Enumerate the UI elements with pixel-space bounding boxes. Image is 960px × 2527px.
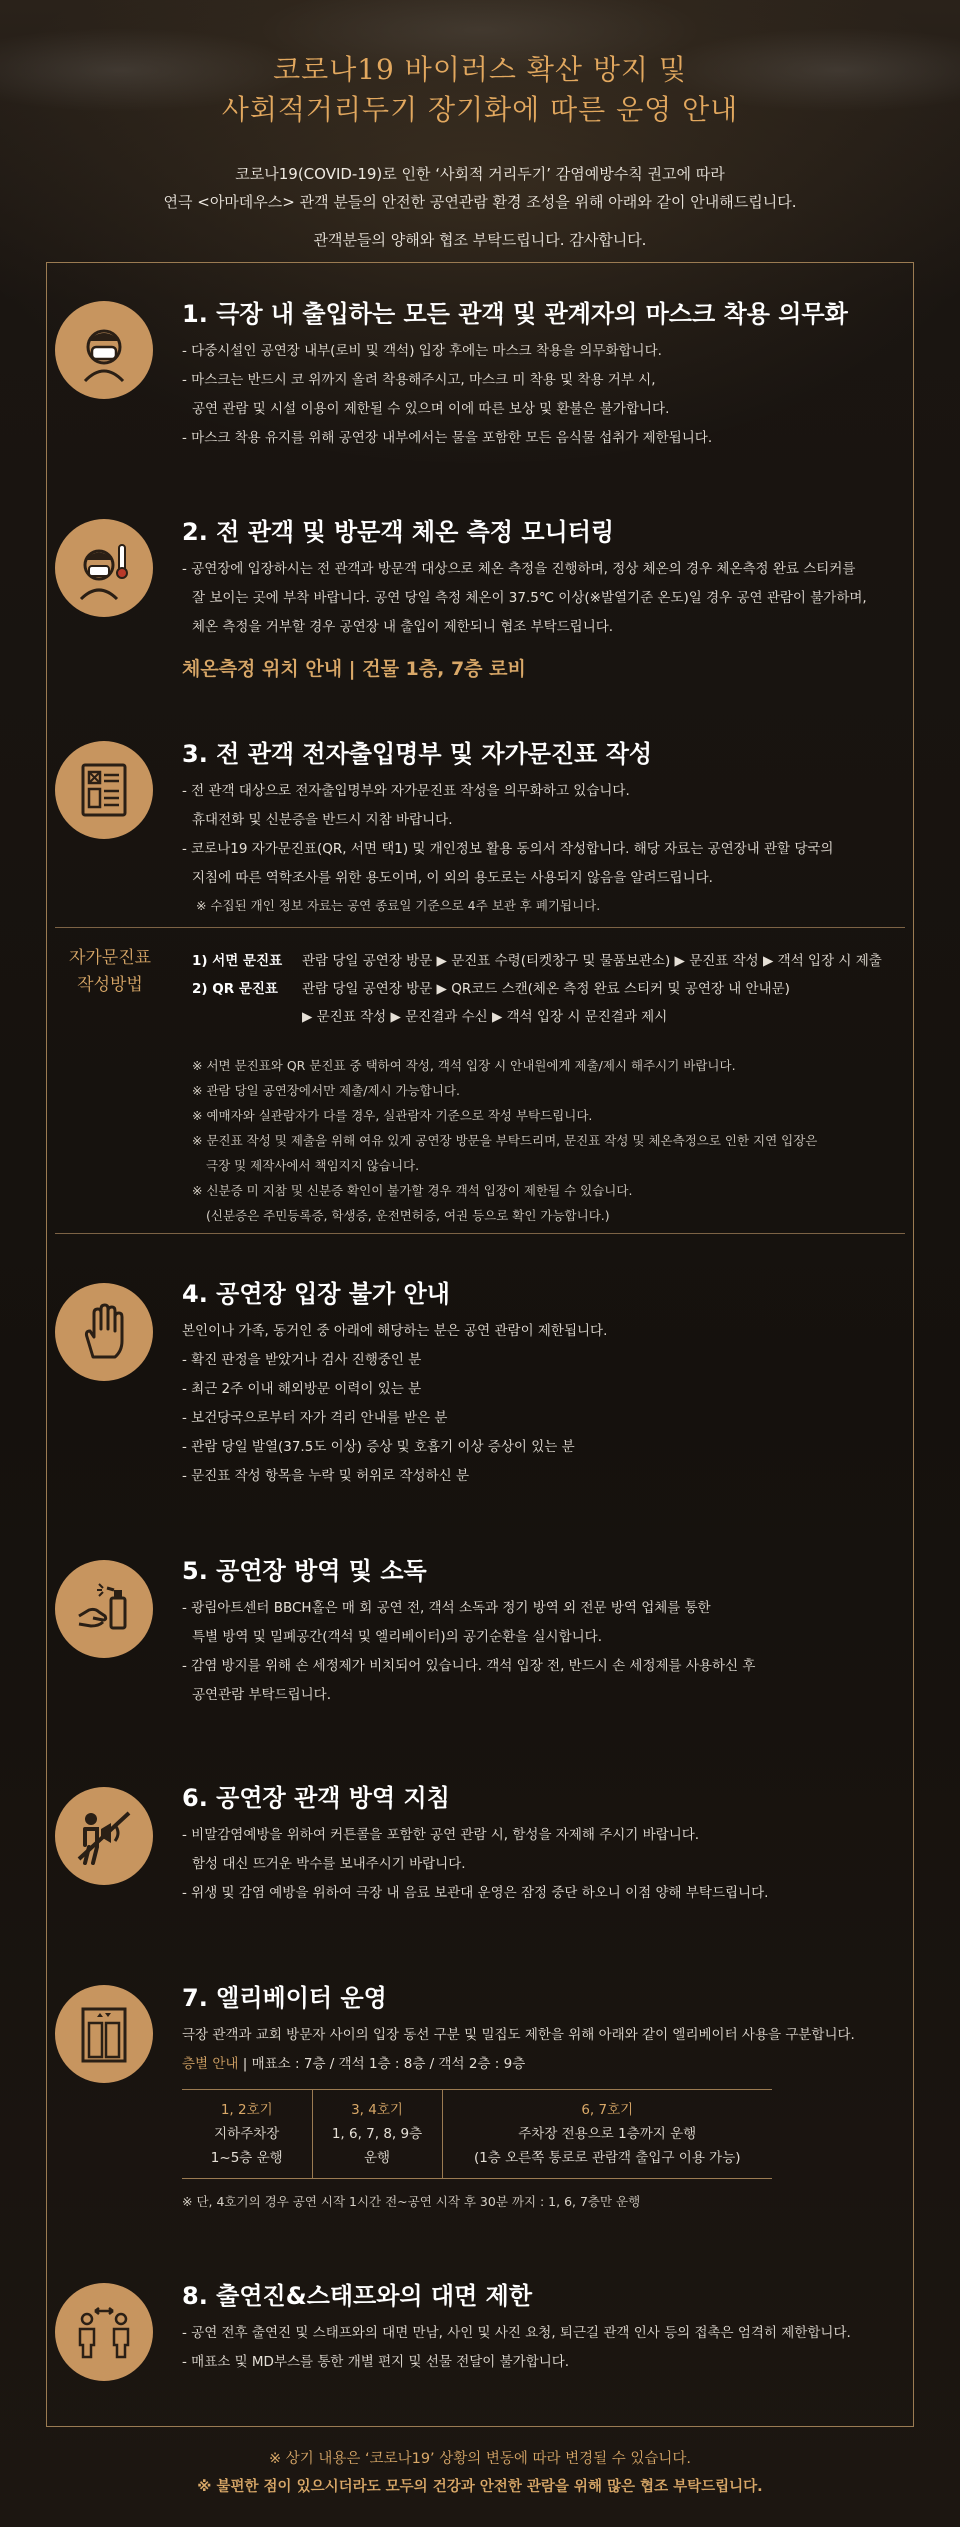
section-registry-body [182,737,905,918]
method-row-label: 1) 서면 문진표 [192,953,283,969]
section-title: 8. 출연진&스태프와의 대면 제한 [182,2282,533,2310]
text-line: - 마스크는 반드시 코 위까지 올려 착용해주시고, 마스크 미 착용 및 착용 거부 시, [182,372,656,388]
section-temperature-body [182,515,905,681]
elevator-icon [55,1985,153,2083]
text-line: - 매표소 및 MD부스를 통한 개별 편지 및 선물 전달이 불가합니다. [182,2354,570,2370]
page-title [0,50,960,130]
text-line: - 최근 2주 이내 해외방문 이력이 있는 분 [182,1381,422,1397]
method-label-line-2: 작성방법 [77,975,143,995]
method-row-paper [192,947,909,975]
stop-hand-icon [55,1283,153,1381]
section-audience-rules-body [182,1781,905,1908]
method-label-line-1: 자가문진표 [68,948,152,968]
elevator-unit: 6, 7호기 [581,2102,634,2118]
text-line: 공연 관람 및 시설 이용이 제한될 수 있으며 이에 따른 보상 및 환불은 불가합니다. [192,401,670,417]
floor-guide-value: | 매표소 : 7층 / 객석 1층 : 8층 / 객석 2층 : 9층 [238,2056,526,2072]
divider [55,1233,905,1234]
elevator-cell [312,2090,442,2179]
form-document-icon [55,741,153,839]
text-line: 휴대전화 및 신분증을 반드시 지참 바랍니다. [192,812,453,828]
text-line: 체온 측정을 거부할 경우 공연장 내 출입이 제한되니 협조 부탁드립니다. [192,619,614,635]
elevator-cell [182,2090,312,2179]
footer-line-1: ※ 상기 내용은 ‘코로나19’ 상황의 변동에 따라 변경될 수 있습니다. [268,2451,692,2467]
text-line: - 코로나19 자가문진표(QR, 서면 택1) 및 개인정보 활용 동의서 작성합니다. 해당 자료는 공연장내 관할 당국의 [182,841,834,857]
text-line: 잘 보이는 곳에 부착 바랍니다. 공연 당일 측정 체온이 37.5℃ 이상(※발열기준 온도)일 경우 공연 관람이 불가하며, [192,590,867,606]
method-rows [192,947,909,1031]
text-line: - 감염 방지를 위해 손 세정제가 비치되어 있습니다. 객석 입장 전, 반드시 손 세정제를 사용하신 후 [182,1658,756,1674]
title-line-1: 코로나19 바이러스 확산 방지 및 [273,53,687,86]
method-row-label: 2) QR 문진표 [192,981,278,997]
method-note: 극장 및 제작사에서 책임지지 않습니다. [206,1158,420,1173]
text-line: 극장 관객과 교회 방문자 사이의 입장 동선 구분 및 밀집도 제한을 위해 아래와 같이 엘리베이터 사용을 구분합니다. [182,2027,855,2043]
section-mask-body [182,297,905,453]
intro-line-1: 코로나19(COVID-19)로 인한 ‘사회적 거리두기’ 감염예방수칙 권고에 따라 [235,165,725,183]
method-row-qr-cont [192,1003,909,1031]
elevator-table [182,2089,772,2179]
divider [55,927,905,928]
footer-line-2: ※ 불편한 점이 있으시더라도 모두의 건강과 안전한 관람을 위해 많은 협조 부탁드립니다. [197,2479,763,2495]
elevator-note: ※ 단, 4호기의 경우 공연 시작 1시간 전~공연 시작 후 30분 까지 : 1, 6, 7층만 운행 [182,2194,641,2209]
text-line: - 다중시설인 공연장 내부(로비 및 객석) 입장 후에는 마스크 착용을 의무화합니다. [182,343,662,359]
text-line: 공연관람 부탁드립니다. [192,1687,331,1703]
registry-note: ※ 수집된 개인 정보 자료는 공연 종료일 기준으로 4주 보관 후 폐기됩니다. [196,898,601,913]
method-row-value: ▶ 문진표 작성 ▶ 문진결과 수신 ▶ 객석 입장 시 문진결과 제시 [302,1009,668,1025]
section-title: 4. 공연장 입장 불가 안내 [182,1280,450,1308]
method-note: ※ 신분증 미 지참 및 신분증 확인이 불가할 경우 객석 입장이 제한될 수 있습니다. [192,1183,633,1198]
method-note: ※ 예매자와 실관람자가 다를 경우, 실관람자 기준으로 작성 부탁드립니다. [192,1108,593,1123]
text-line: - 문진표 작성 항목을 누락 및 허위로 작성하신 분 [182,1468,469,1484]
text-line: - 공연 전후 출연진 및 스태프와의 대면 만남, 사인 및 사진 요청, 퇴근길 관객 인사 등의 접촉은 엄격히 제한합니다. [182,2325,851,2341]
floor-guide-label: 층별 안내 [182,2056,239,2072]
text-line: 함성 대신 뜨거운 박수를 보내주시기 바랍니다. [192,1856,466,1872]
section-title: 7. 엘리베이터 운영 [182,1984,387,2012]
section-disinfection-body [182,1554,905,1710]
elevator-unit: 1, 2호기 [220,2102,273,2118]
method-row-qr [192,975,909,1003]
elevator-detail: (1층 오른쪽 통로로 관람객 출입구 이용 가능) [473,2150,741,2166]
section-title: 3. 전 관객 전자출입명부 및 자가문진표 작성 [182,740,653,768]
section-title: 2. 전 관객 및 방문객 체온 측정 모니터링 [182,518,615,546]
text-line: - 마스크 착용 유지를 위해 공연장 내부에서는 물을 포함한 모든 음식물 섭취가 제한됩니다. [182,430,713,446]
sanitizer-spray-icon [55,1560,153,1658]
text-line: 본인이나 가족, 동거인 중 아래에 해당하는 분은 공연 관람이 제한됩니다. [182,1323,608,1339]
section-title: 1. 극장 내 출입하는 모든 관객 및 관계자의 마스크 착용 의무화 [182,300,848,328]
thermometer-face-icon [55,519,153,617]
method-note: ※ 서면 문진표와 QR 문진표 중 택하여 작성, 객석 입장 시 안내원에게 제출/제시 해주시기 바랍니다. [192,1058,736,1073]
elevator-cell [442,2090,772,2179]
text-line: - 관람 당일 발열(37.5도 이상) 증상 및 호흡기 이상 증상이 있는 분 [182,1439,575,1455]
section-entry-restriction-body [182,1277,905,1491]
elevator-detail: 1, 6, 7, 8, 9층 [331,2126,423,2142]
method-note: ※ 문진표 작성 및 제출을 위해 여유 있게 공연장 방문을 부탁드리며, 문진표 작성 및 체온측정으로 인한 지연 입장은 [192,1133,818,1148]
elevator-unit: 3, 4호기 [351,2102,403,2118]
intro-line-3: 관객분들의 양해와 협조 부탁드립니다. 감사합니다. [313,231,647,249]
section-contact-restriction-body [182,2279,905,2377]
method-notes [192,1053,909,1228]
text-line: - 보건당국으로부터 자가 격리 안내를 받은 분 [182,1410,448,1426]
text-line: - 광림아트센터 BBCH홀은 매 회 공연 전, 객석 소독과 정기 방역 외 전문 방역 업체를 통한 [182,1600,711,1616]
title-line-2: 사회적거리두기 장기화에 따른 운영 안내 [221,93,739,126]
header [0,0,960,260]
method-row-value: 관람 당일 공연장 방문 ▶ 문진표 수령(티켓창구 및 물품보관소) ▶ 문진표 작성 ▶ 객석 입장 시 제출 [302,953,882,969]
elevator-detail: 지하주차장 [214,2126,280,2142]
text-line: - 전 관객 대상으로 전자출입명부와 자가문진표 작성을 의무화하고 있습니다. [182,783,630,799]
text-line: 특별 방역 및 밀폐공간(객석 및 엘리베이터)의 공기순환을 실시합니다. [192,1629,603,1645]
text-line: - 공연장에 입장하시는 전 관객과 방문객 대상으로 체온 측정을 진행하며, 정상 체온의 경우 체온측정 완료 스티커를 [182,561,856,577]
footer [0,2445,960,2501]
floor-guide [182,2050,905,2079]
mask-face-icon [55,301,153,399]
two-people-distance-icon [55,2283,153,2381]
section-title: 5. 공연장 방역 및 소독 [182,1557,427,1585]
method-label [65,945,155,999]
method-row-value: 관람 당일 공연장 방문 ▶ QR코드 스캔(체온 측정 완료 스티커 및 공연장 내 안내문) [302,981,790,997]
section-title: 6. 공연장 관객 방역 지침 [182,1784,450,1812]
intro-text [0,160,960,254]
method-note: (신분증은 주민등록증, 학생증, 운전면허증, 여권 등으로 확인 가능합니다.) [206,1208,610,1223]
text-line: - 비말감염예방을 위하여 커튼콜을 포함한 공연 관람 시, 함성을 자제해 주시기 바랍니다. [182,1827,700,1843]
text-line: - 확진 판정을 받았거나 검사 진행중인 분 [182,1352,422,1368]
intro-line-2: 연극 <아마데우스> 관객 분들의 안전한 공연관람 환경 조성을 위해 아래와 같이 안내해드립니다. [163,193,797,211]
table-row [182,2090,772,2179]
method-note: ※ 관람 당일 공연장에서만 제출/제시 가능합니다. [192,1083,460,1098]
elevator-detail: 주차장 전용으로 1층까지 운행 [518,2126,697,2142]
elevator-detail: 1~5층 운행 [210,2150,283,2166]
content-frame [46,262,914,2427]
elevator-detail: 운행 [363,2150,391,2166]
no-shouting-icon [55,1787,153,1885]
text-line: 지침에 따른 역학조사를 위한 용도이며, 이 외의 용도로는 사용되지 않음을 알려드립니다. [192,870,713,886]
section-elevator-body [182,1981,905,2214]
text-line: - 위생 및 감염 예방을 위하여 극장 내 음료 보관대 운영은 잠정 중단 하오니 이점 양해 부탁드립니다. [182,1885,769,1901]
temperature-location: 체온측정 위치 안내 | 건물 1층, 7층 로비 [182,658,526,680]
